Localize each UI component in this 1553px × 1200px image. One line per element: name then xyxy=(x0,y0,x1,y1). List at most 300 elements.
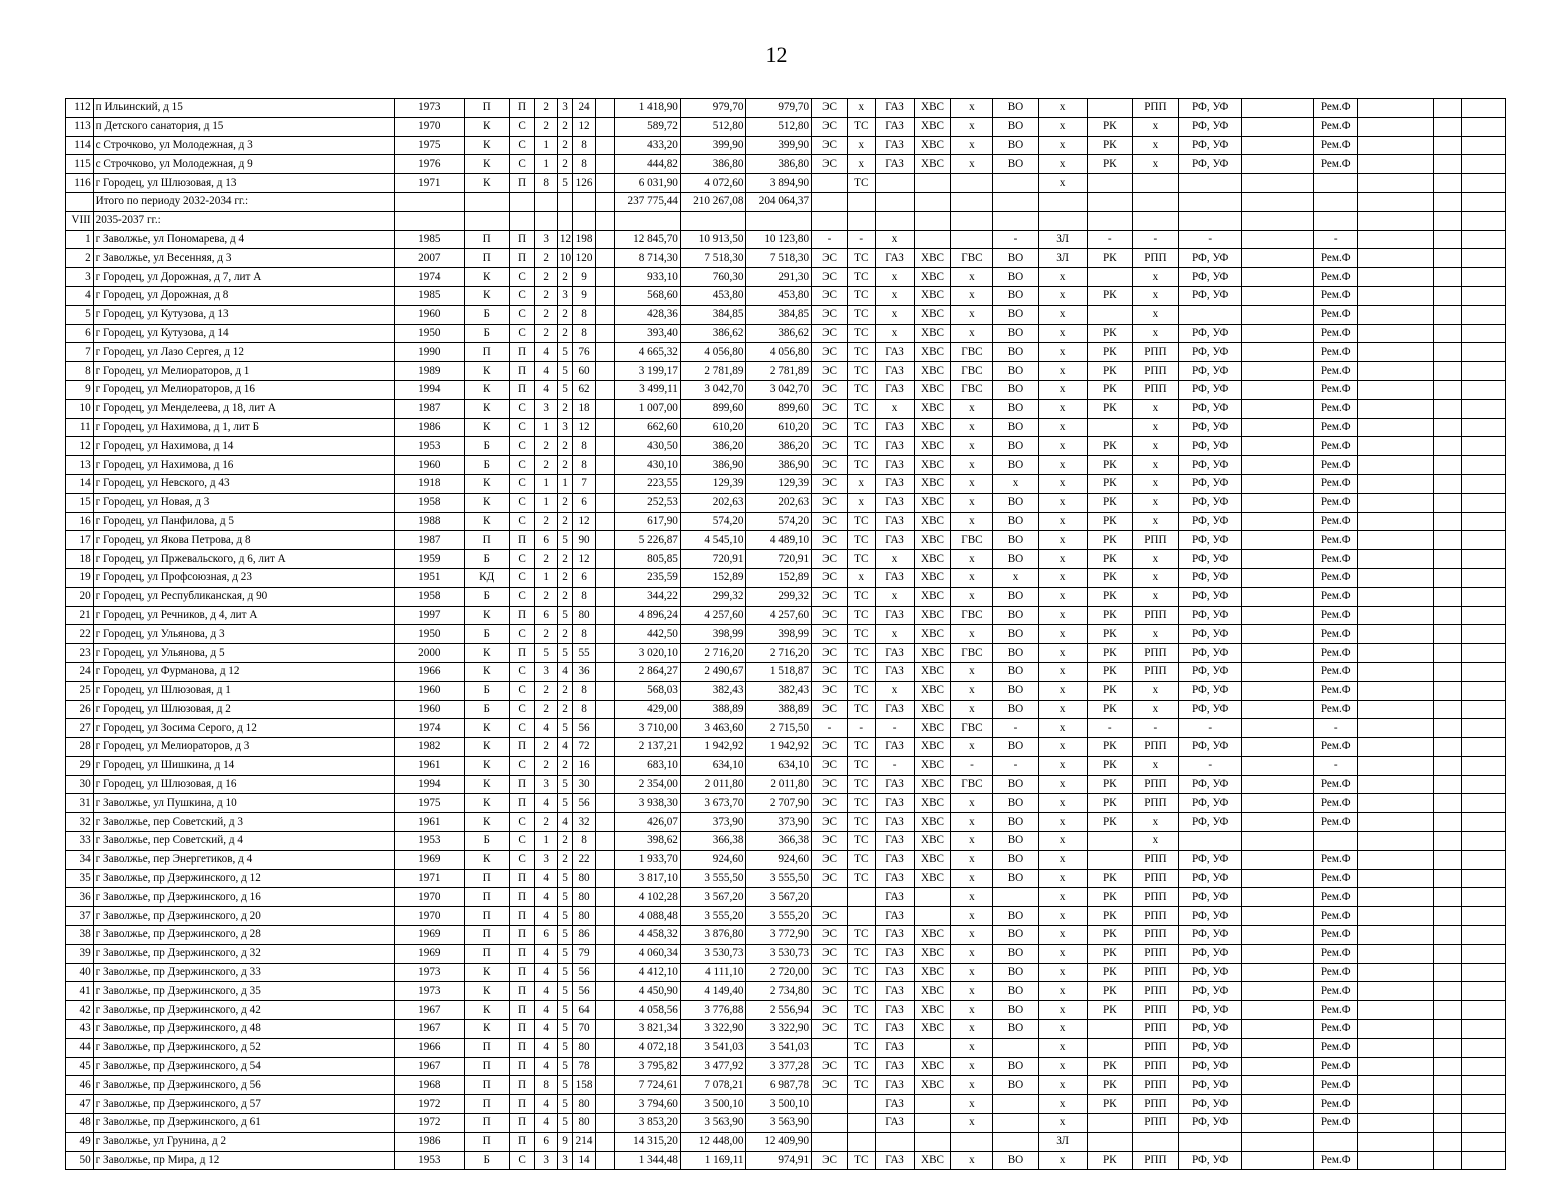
cell-floor-material: С xyxy=(509,268,535,287)
cell-col-blank-2 xyxy=(1242,380,1314,399)
cell-total-area: 235,59 xyxy=(615,568,681,587)
cell-year-built: 1982 xyxy=(394,738,464,757)
cell-cold-water: ХВС xyxy=(914,512,951,531)
cell-repair-fund xyxy=(1314,832,1358,851)
table-row xyxy=(66,756,1506,775)
cell-facade: РПП xyxy=(1132,1095,1178,1114)
cell-apartments: 90 xyxy=(573,531,596,550)
cell-apartments: 8 xyxy=(573,437,596,456)
cell-floor-material: П xyxy=(509,531,535,550)
cell-roof: РК xyxy=(1087,437,1132,456)
cell-floors: 5 xyxy=(557,963,572,982)
cell-facade: x xyxy=(1132,399,1178,418)
cell-electric: ЭС xyxy=(812,794,848,813)
cell-col-blank-5 xyxy=(1461,211,1505,230)
cell-row-index: 2 xyxy=(66,249,94,268)
cell-electric: ЭС xyxy=(812,117,848,136)
cell-col-blank-4 xyxy=(1434,1132,1462,1151)
cell-repair-fund: Рем.Ф xyxy=(1314,286,1358,305)
cell-repair-fund xyxy=(1314,192,1358,211)
cell-elevator: x xyxy=(1038,99,1087,118)
cell-facade: РПП xyxy=(1132,926,1178,945)
cell-col-blank-3 xyxy=(1358,719,1434,738)
cell-heating: ТС xyxy=(847,174,875,193)
cell-cold-water: ХВС xyxy=(914,1020,951,1039)
cell-residential-area: 3 500,10 xyxy=(746,1095,812,1114)
cell-facade: x xyxy=(1132,550,1178,569)
cell-hot-water: x xyxy=(951,700,993,719)
cell-entrances: 2 xyxy=(535,456,558,475)
cell-foundation: РФ, УФ xyxy=(1178,888,1242,907)
cell-hot-water: ГВС xyxy=(951,343,993,362)
cell-col-blank-5 xyxy=(1461,794,1505,813)
cell-col-blank-5 xyxy=(1461,982,1505,1001)
cell-electric: - xyxy=(812,230,848,249)
cell-elevator: x xyxy=(1038,136,1087,155)
cell-col-blank-3 xyxy=(1358,644,1434,663)
cell-hot-water: x xyxy=(951,1001,993,1020)
cell-apartments: 62 xyxy=(573,380,596,399)
cell-electric: ЭС xyxy=(812,756,848,775)
cell-hot-water: x xyxy=(951,136,993,155)
cell-foundation: РФ, УФ xyxy=(1178,606,1242,625)
cell-living-area: 899,60 xyxy=(680,399,746,418)
cell-hot-water: ГВС xyxy=(951,719,993,738)
cell-col-blank-2 xyxy=(1242,192,1314,211)
cell-row-index: 49 xyxy=(66,1132,94,1151)
cell-living-area: 634,10 xyxy=(680,756,746,775)
cell-drainage: ВО xyxy=(993,869,1038,888)
cell-hot-water: x xyxy=(951,117,993,136)
cell-year-built: 1971 xyxy=(394,869,464,888)
cell-cold-water: ХВС xyxy=(914,944,951,963)
cell-drainage: ВО xyxy=(993,456,1038,475)
cell-year-built xyxy=(394,211,464,230)
cell-year-built: 1970 xyxy=(394,117,464,136)
cell-foundation xyxy=(1178,192,1242,211)
cell-col-blank-4 xyxy=(1434,474,1462,493)
cell-roof: РК xyxy=(1087,286,1132,305)
cell-repair-fund: Рем.Ф xyxy=(1314,1076,1358,1095)
cell-wall-material: Б xyxy=(464,1151,509,1170)
cell-col-blank-3 xyxy=(1358,775,1434,794)
cell-col-blank xyxy=(595,738,614,757)
cell-facade: РПП xyxy=(1132,794,1178,813)
cell-col-blank-5 xyxy=(1461,136,1505,155)
cell-total-area: 223,55 xyxy=(615,474,681,493)
cell-roof: РК xyxy=(1087,888,1132,907)
cell-apartments: 12 xyxy=(573,550,596,569)
cell-foundation: - xyxy=(1178,719,1242,738)
cell-total-area: 4 665,32 xyxy=(615,343,681,362)
cell-foundation: РФ, УФ xyxy=(1178,155,1242,174)
cell-floor-material: С xyxy=(509,136,535,155)
cell-col-blank-3 xyxy=(1358,512,1434,531)
cell-col-blank-3 xyxy=(1358,869,1434,888)
cell-col-blank-4 xyxy=(1434,531,1462,550)
cell-address: г Городец, ул Менделеева, д 18, лит А xyxy=(93,399,394,418)
cell-residential-area: 399,90 xyxy=(746,136,812,155)
table-row xyxy=(66,794,1506,813)
cell-floors: 2 xyxy=(557,550,572,569)
cell-floors: 3 xyxy=(557,99,572,118)
cell-electric: ЭС xyxy=(812,625,848,644)
cell-wall-material: К xyxy=(464,174,509,193)
cell-col-blank-5 xyxy=(1461,813,1505,832)
cell-col-blank-2 xyxy=(1242,1114,1314,1133)
cell-gas: x xyxy=(875,587,914,606)
cell-col-blank-3 xyxy=(1358,117,1434,136)
cell-col-blank-3 xyxy=(1358,531,1434,550)
cell-apartments: 80 xyxy=(573,907,596,926)
cell-roof: РК xyxy=(1087,926,1132,945)
cell-repair-fund: Рем.Ф xyxy=(1314,587,1358,606)
cell-elevator: ЗЛ xyxy=(1038,249,1087,268)
cell-apartments: 76 xyxy=(573,343,596,362)
cell-col-blank xyxy=(595,568,614,587)
cell-col-blank-3 xyxy=(1358,456,1434,475)
cell-col-blank-3 xyxy=(1358,362,1434,381)
cell-hot-water: x xyxy=(951,681,993,700)
cell-foundation: РФ, УФ xyxy=(1178,1057,1242,1076)
cell-hot-water: x xyxy=(951,268,993,287)
cell-floors: 2 xyxy=(557,587,572,606)
cell-year-built: 1975 xyxy=(394,136,464,155)
cell-facade xyxy=(1132,192,1178,211)
cell-apartments: 8 xyxy=(573,155,596,174)
cell-row-index: 47 xyxy=(66,1095,94,1114)
cell-floor-material: С xyxy=(509,681,535,700)
cell-total-area: 3 020,10 xyxy=(615,644,681,663)
cell-address: г Городец, ул Ульянова, д 3 xyxy=(93,625,394,644)
cell-col-blank-4 xyxy=(1434,305,1462,324)
cell-row-index: 11 xyxy=(66,418,94,437)
cell-facade: РПП xyxy=(1132,531,1178,550)
cell-col-blank-5 xyxy=(1461,1132,1505,1151)
cell-gas xyxy=(875,174,914,193)
cell-col-blank xyxy=(595,1076,614,1095)
cell-col-blank-2 xyxy=(1242,155,1314,174)
cell-electric: ЭС xyxy=(812,738,848,757)
cell-gas: ГАЗ xyxy=(875,794,914,813)
cell-entrances: 4 xyxy=(535,982,558,1001)
cell-elevator: x xyxy=(1038,944,1087,963)
cell-roof: РК xyxy=(1087,531,1132,550)
cell-row-index: 45 xyxy=(66,1057,94,1076)
table-row xyxy=(66,700,1506,719)
cell-col-blank-4 xyxy=(1434,211,1462,230)
cell-hot-water xyxy=(951,211,993,230)
cell-residential-area: 373,90 xyxy=(746,813,812,832)
cell-heating: ТС xyxy=(847,681,875,700)
cell-drainage: ВО xyxy=(993,136,1038,155)
cell-facade: РПП xyxy=(1132,963,1178,982)
cell-wall-material: К xyxy=(464,380,509,399)
cell-elevator: x xyxy=(1038,1001,1087,1020)
cell-entrances: 2 xyxy=(535,756,558,775)
cell-col-blank-3 xyxy=(1358,794,1434,813)
cell-cold-water xyxy=(914,1132,951,1151)
cell-address: г Городец, ул Шлюзовая, д 1 xyxy=(93,681,394,700)
cell-hot-water: - xyxy=(951,756,993,775)
cell-year-built: 1967 xyxy=(394,1057,464,1076)
cell-electric: ЭС xyxy=(812,531,848,550)
cell-elevator: ЗЛ xyxy=(1038,230,1087,249)
cell-address: 2035-2037 гг.: xyxy=(93,211,394,230)
cell-col-blank-2 xyxy=(1242,1095,1314,1114)
cell-apartments: 56 xyxy=(573,963,596,982)
cell-elevator: x xyxy=(1038,1057,1087,1076)
cell-gas xyxy=(875,1132,914,1151)
cell-total-area: 3 794,60 xyxy=(615,1095,681,1114)
cell-heating: ТС xyxy=(847,926,875,945)
cell-total-area: 4 412,10 xyxy=(615,963,681,982)
cell-roof: РК xyxy=(1087,963,1132,982)
cell-foundation: РФ, УФ xyxy=(1178,907,1242,926)
cell-drainage: ВО xyxy=(993,681,1038,700)
cell-elevator: x xyxy=(1038,662,1087,681)
cell-electric: ЭС xyxy=(812,493,848,512)
cell-total-area: 430,10 xyxy=(615,456,681,475)
cell-foundation: РФ, УФ xyxy=(1178,587,1242,606)
cell-residential-area: 10 123,80 xyxy=(746,230,812,249)
cell-total-area: 2 137,21 xyxy=(615,738,681,757)
cell-year-built: 1997 xyxy=(394,606,464,625)
cell-cold-water: ХВС xyxy=(914,249,951,268)
cell-drainage xyxy=(993,1114,1038,1133)
cell-drainage: ВО xyxy=(993,662,1038,681)
cell-col-blank-3 xyxy=(1358,700,1434,719)
cell-roof: РК xyxy=(1087,738,1132,757)
cell-electric: ЭС xyxy=(812,700,848,719)
cell-total-area: 393,40 xyxy=(615,324,681,343)
cell-year-built: 1967 xyxy=(394,1020,464,1039)
cell-wall-material: П xyxy=(464,343,509,362)
cell-col-blank-5 xyxy=(1461,418,1505,437)
cell-heating: ТС xyxy=(847,794,875,813)
cell-address: г Заволжье, пр Дзержинского, д 61 xyxy=(93,1114,394,1133)
cell-living-area: 512,80 xyxy=(680,117,746,136)
cell-row-index: 46 xyxy=(66,1076,94,1095)
table-row xyxy=(66,286,1506,305)
cell-drainage: ВО xyxy=(993,512,1038,531)
cell-wall-material: П xyxy=(464,531,509,550)
cell-entrances: 3 xyxy=(535,662,558,681)
cell-residential-area: 6 987,78 xyxy=(746,1076,812,1095)
cell-living-area: 7 078,21 xyxy=(680,1076,746,1095)
table-body xyxy=(66,99,1506,1170)
cell-address: с Строчково, ул Молодежная, д 3 xyxy=(93,136,394,155)
cell-hot-water: x xyxy=(951,474,993,493)
cell-facade: РПП xyxy=(1132,1038,1178,1057)
cell-cold-water: ХВС xyxy=(914,738,951,757)
cell-total-area: 14 315,20 xyxy=(615,1132,681,1151)
cell-floors: 2 xyxy=(557,437,572,456)
table-row xyxy=(66,1132,1506,1151)
cell-col-blank-3 xyxy=(1358,1114,1434,1133)
cell-repair-fund: Рем.Ф xyxy=(1314,850,1358,869)
cell-hot-water: x xyxy=(951,1038,993,1057)
cell-col-blank-2 xyxy=(1242,550,1314,569)
cell-row-index: 19 xyxy=(66,568,94,587)
cell-floor-material: С xyxy=(509,399,535,418)
cell-address: г Заволжье, пер Советский, д 4 xyxy=(93,832,394,851)
cell-address: г Городец, ул Зосима Серого, д 12 xyxy=(93,719,394,738)
cell-col-blank-4 xyxy=(1434,756,1462,775)
cell-hot-water: x xyxy=(951,982,993,1001)
cell-repair-fund: Рем.Ф xyxy=(1314,963,1358,982)
cell-residential-area: 3 541,03 xyxy=(746,1038,812,1057)
cell-entrances: 4 xyxy=(535,1020,558,1039)
cell-facade: РПП xyxy=(1132,738,1178,757)
table-row xyxy=(66,512,1506,531)
cell-repair-fund: Рем.Ф xyxy=(1314,493,1358,512)
cell-hot-water: x xyxy=(951,324,993,343)
cell-drainage: ВО xyxy=(993,944,1038,963)
cell-roof: РК xyxy=(1087,869,1132,888)
cell-row-index: 7 xyxy=(66,343,94,362)
cell-col-blank-2 xyxy=(1242,606,1314,625)
cell-wall-material: К xyxy=(464,644,509,663)
cell-repair-fund: Рем.Ф xyxy=(1314,606,1358,625)
cell-repair-fund: - xyxy=(1314,719,1358,738)
cell-col-blank xyxy=(595,230,614,249)
cell-col-blank-3 xyxy=(1358,1038,1434,1057)
cell-elevator: x xyxy=(1038,719,1087,738)
cell-year-built: 1966 xyxy=(394,1038,464,1057)
cell-floor-material: С xyxy=(509,286,535,305)
cell-gas: ГАЗ xyxy=(875,644,914,663)
cell-foundation xyxy=(1178,1132,1242,1151)
cell-apartments: 80 xyxy=(573,1095,596,1114)
table-row xyxy=(66,531,1506,550)
cell-residential-area: 152,89 xyxy=(746,568,812,587)
cell-drainage: ВО xyxy=(993,794,1038,813)
cell-apartments: 86 xyxy=(573,926,596,945)
cell-floors: 5 xyxy=(557,775,572,794)
cell-col-blank-5 xyxy=(1461,944,1505,963)
cell-entrances: 4 xyxy=(535,1038,558,1057)
cell-elevator: x xyxy=(1038,117,1087,136)
cell-wall-material: К xyxy=(464,738,509,757)
cell-col-blank-2 xyxy=(1242,117,1314,136)
cell-repair-fund: Рем.Ф xyxy=(1314,550,1358,569)
cell-floor-material xyxy=(509,192,535,211)
cell-row-index: 37 xyxy=(66,907,94,926)
cell-floor-material: П xyxy=(509,794,535,813)
cell-year-built: 1987 xyxy=(394,531,464,550)
cell-residential-area: 386,90 xyxy=(746,456,812,475)
cell-living-area: 3 463,60 xyxy=(680,719,746,738)
cell-elevator xyxy=(1038,192,1087,211)
cell-repair-fund xyxy=(1314,211,1358,230)
cell-facade: x xyxy=(1132,756,1178,775)
cell-elevator: x xyxy=(1038,1114,1087,1133)
cell-floor-material: С xyxy=(509,512,535,531)
cell-gas: ГАЗ xyxy=(875,926,914,945)
cell-address: г Городец, ул Нахимова, д 14 xyxy=(93,437,394,456)
cell-address: п Ильинский, д 15 xyxy=(93,99,394,118)
cell-col-blank-3 xyxy=(1358,437,1434,456)
cell-roof xyxy=(1087,832,1132,851)
cell-residential-area: 979,70 xyxy=(746,99,812,118)
cell-elevator: x xyxy=(1038,738,1087,757)
cell-floors: 3 xyxy=(557,286,572,305)
table-row xyxy=(66,362,1506,381)
cell-elevator: x xyxy=(1038,850,1087,869)
table-row xyxy=(66,117,1506,136)
cell-electric: ЭС xyxy=(812,99,848,118)
cell-floor-material: С xyxy=(509,568,535,587)
cell-heating: ТС xyxy=(847,286,875,305)
cell-col-blank-4 xyxy=(1434,888,1462,907)
cell-floors: 3 xyxy=(557,1151,572,1170)
cell-apartments: 80 xyxy=(573,888,596,907)
table-row xyxy=(66,1001,1506,1020)
cell-cold-water: ХВС xyxy=(914,1057,951,1076)
cell-col-blank-3 xyxy=(1358,681,1434,700)
cell-foundation: - xyxy=(1178,230,1242,249)
cell-col-blank-4 xyxy=(1434,117,1462,136)
cell-total-area: 442,50 xyxy=(615,625,681,644)
cell-cold-water xyxy=(914,1038,951,1057)
cell-gas: x xyxy=(875,286,914,305)
cell-heating: x xyxy=(847,474,875,493)
cell-row-index: 34 xyxy=(66,850,94,869)
cell-electric: ЭС xyxy=(812,1020,848,1039)
cell-address: г Заволжье, пр Дзержинского, д 20 xyxy=(93,907,394,926)
cell-entrances: 2 xyxy=(535,681,558,700)
cell-col-blank xyxy=(595,343,614,362)
cell-drainage: ВО xyxy=(993,1020,1038,1039)
cell-col-blank-2 xyxy=(1242,719,1314,738)
cell-foundation: РФ, УФ xyxy=(1178,700,1242,719)
cell-col-blank-3 xyxy=(1358,249,1434,268)
cell-electric: ЭС xyxy=(812,775,848,794)
cell-gas: ГАЗ xyxy=(875,869,914,888)
cell-row-index: 12 xyxy=(66,437,94,456)
cell-cold-water: ХВС xyxy=(914,343,951,362)
cell-living-area: 2 011,80 xyxy=(680,775,746,794)
cell-floor-material: П xyxy=(509,1020,535,1039)
cell-entrances: 4 xyxy=(535,963,558,982)
cell-electric: ЭС xyxy=(812,1076,848,1095)
cell-repair-fund: Рем.Ф xyxy=(1314,1057,1358,1076)
cell-col-blank-2 xyxy=(1242,1038,1314,1057)
cell-year-built: 1961 xyxy=(394,813,464,832)
cell-floor-material: П xyxy=(509,99,535,118)
cell-cold-water: ХВС xyxy=(914,305,951,324)
cell-repair-fund: Рем.Ф xyxy=(1314,738,1358,757)
cell-residential-area: 3 894,90 xyxy=(746,174,812,193)
cell-facade: x xyxy=(1132,587,1178,606)
cell-wall-material: К xyxy=(464,268,509,287)
cell-entrances: 1 xyxy=(535,155,558,174)
cell-col-blank xyxy=(595,982,614,1001)
cell-col-blank-2 xyxy=(1242,587,1314,606)
cell-floor-material: С xyxy=(509,117,535,136)
cell-gas: ГАЗ xyxy=(875,380,914,399)
cell-col-blank-2 xyxy=(1242,982,1314,1001)
cell-col-blank-5 xyxy=(1461,1151,1505,1170)
cell-electric: ЭС xyxy=(812,869,848,888)
cell-cold-water: ХВС xyxy=(914,850,951,869)
cell-col-blank-2 xyxy=(1242,399,1314,418)
table-row xyxy=(66,1038,1506,1057)
cell-living-area: 3 322,90 xyxy=(680,1020,746,1039)
cell-foundation: РФ, УФ xyxy=(1178,437,1242,456)
cell-residential-area: 720,91 xyxy=(746,550,812,569)
